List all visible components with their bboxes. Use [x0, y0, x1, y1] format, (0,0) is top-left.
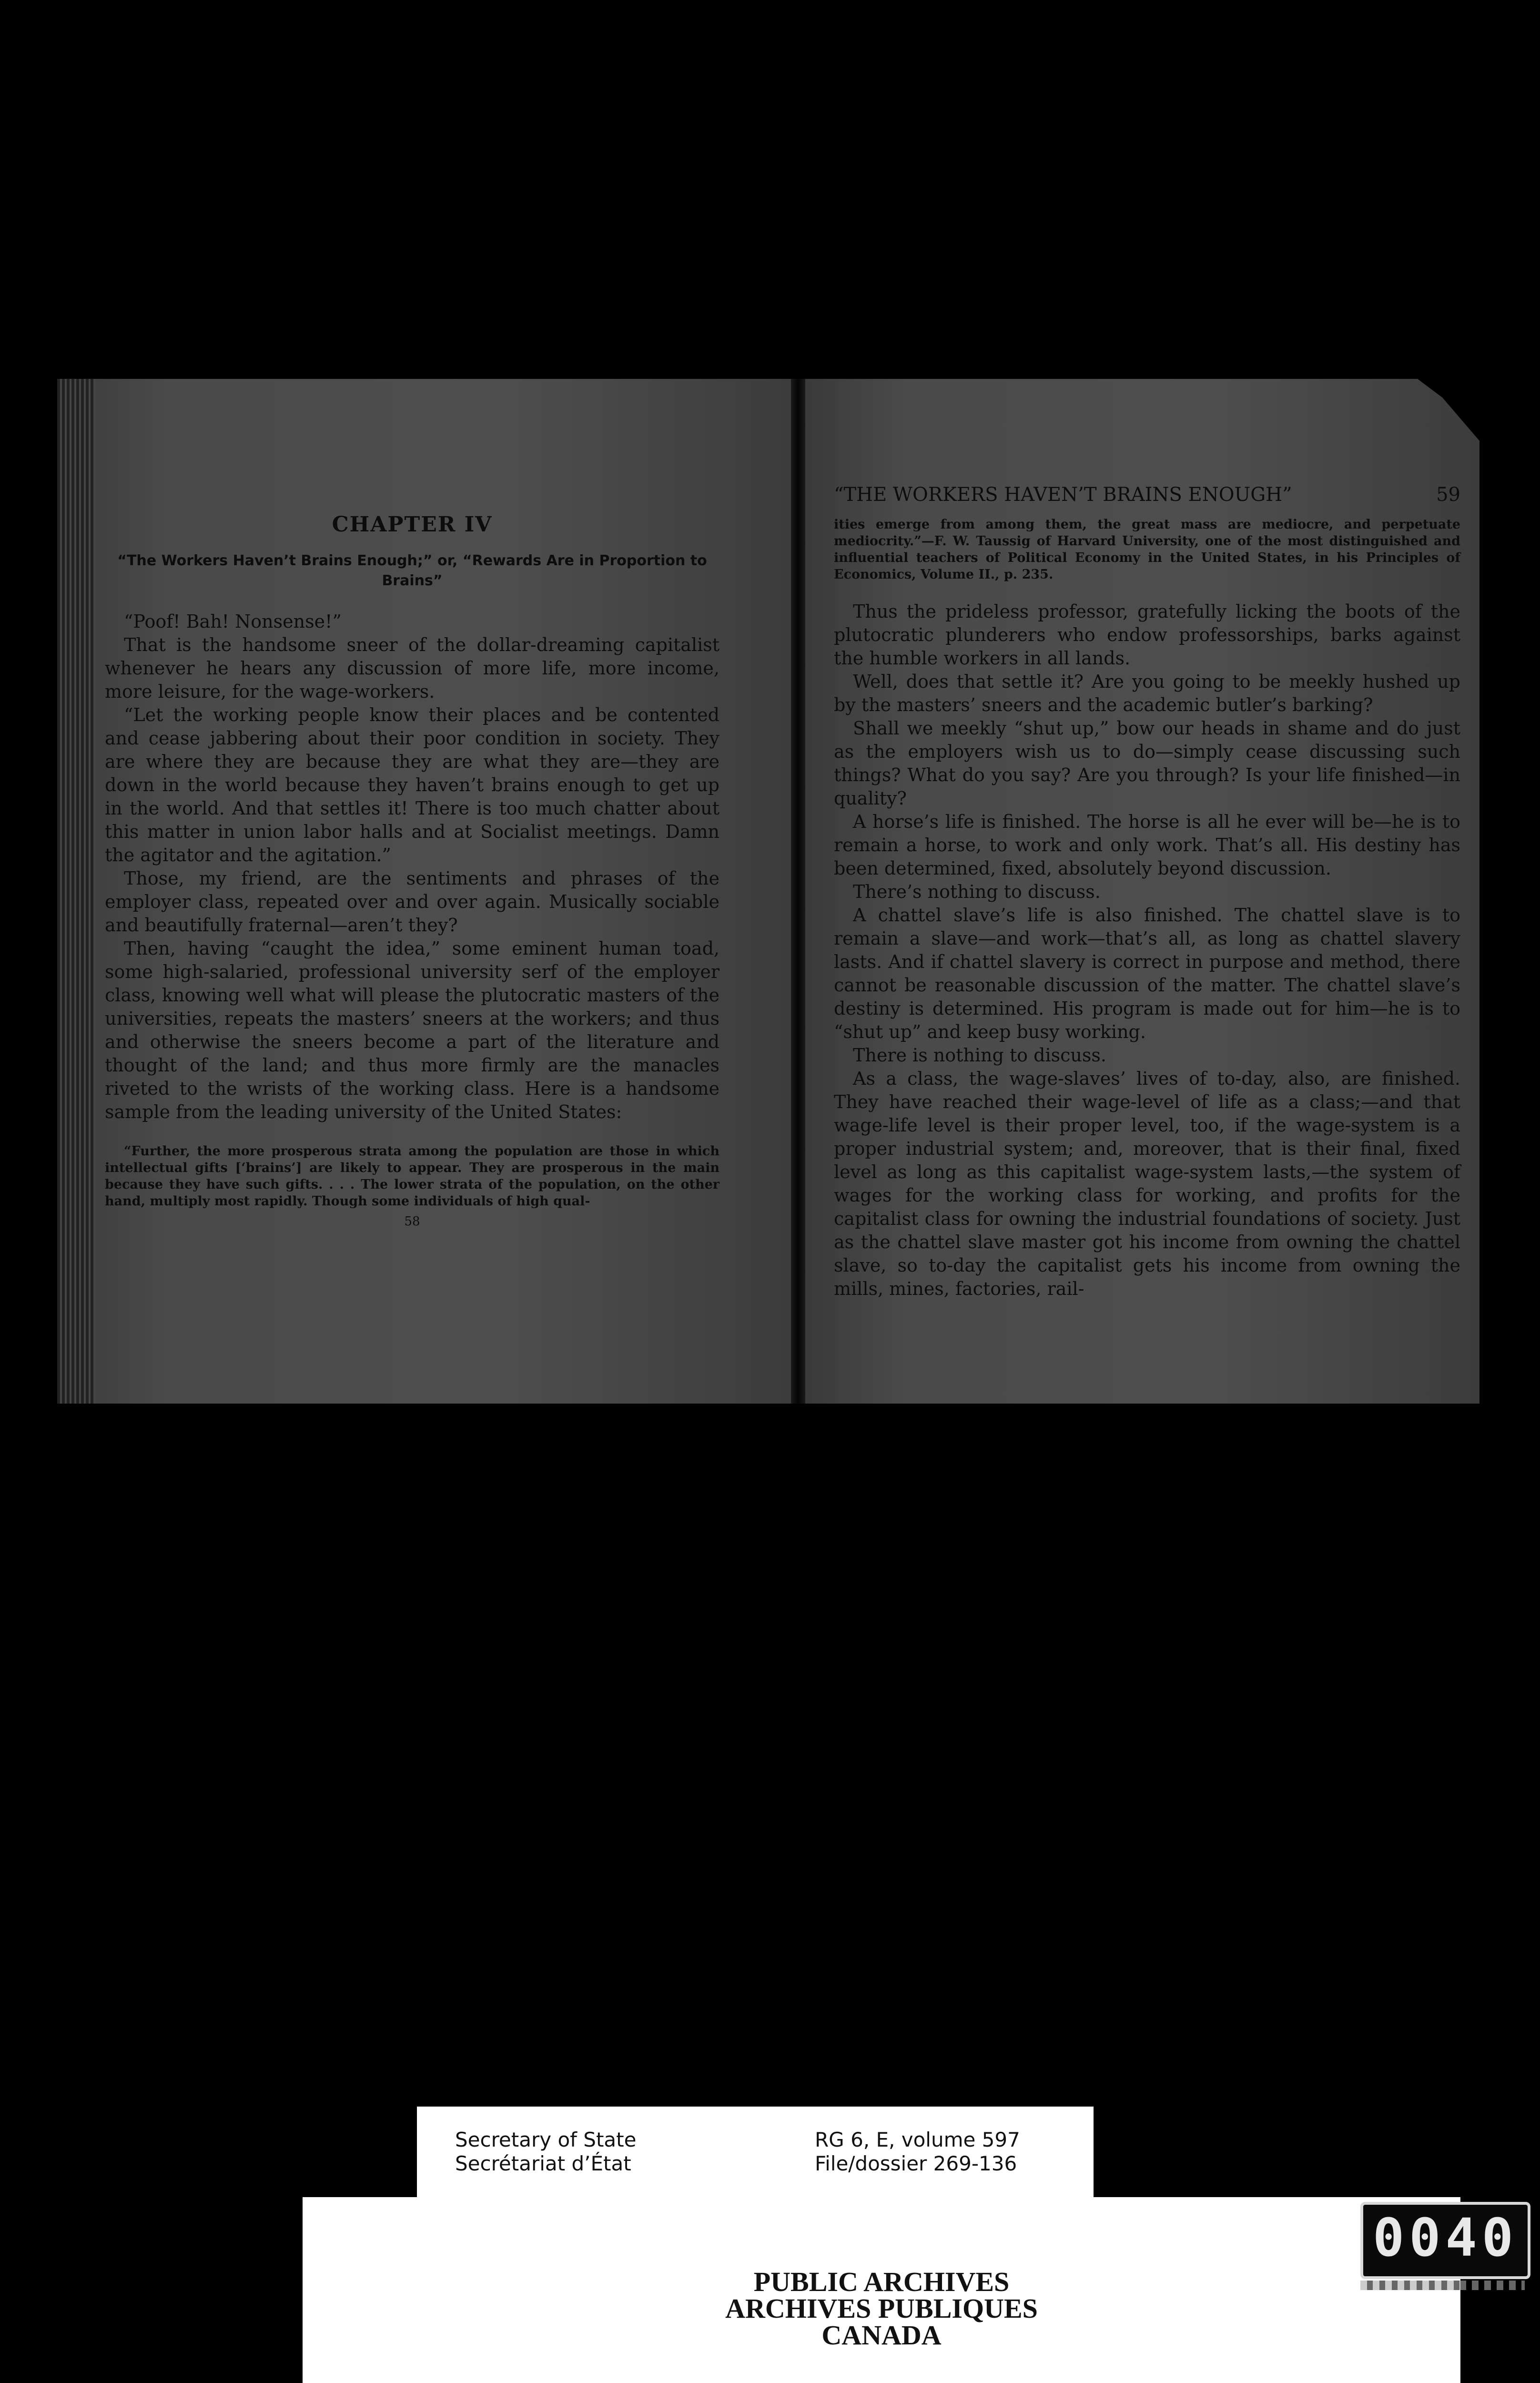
page-number-right: 59	[1436, 484, 1460, 506]
paragraph: There’s nothing to discuss.	[853, 881, 1101, 902]
archive-name-fr: ARCHIVES PUBLIQUES	[725, 2293, 1038, 2324]
paragraph: “Let the working people know their places and be contented and cease jabbering about their poor condition in society. They are where they are because they are what they are—they are down in the world because they haven’t brains enough to get up in the world. And that settles it! There is too much chatter about this matter in union labor halls and at Socialist meetings. Damn the agitator and the agitation.”	[105, 704, 719, 866]
page-edge	[57, 379, 95, 1404]
department-en: Secretary of State	[455, 2128, 637, 2151]
paragraph: Thus the prideless professor, gratefully licking the boots of the plutocratic plunderers who endow professorships, barks against the humble workers in all lands.	[834, 601, 1460, 669]
running-head-title: “THE WORKERS HAVEN’T BRAINS ENOUGH”	[834, 484, 1292, 506]
running-head	[834, 484, 1460, 506]
chapter-subtitle: “The Workers Haven’t Brains Enough;” or, “Rewards Are in Proportion to Brains”	[117, 552, 707, 589]
frame-counter: 0040	[1360, 2202, 1530, 2279]
paragraph: Shall we meekly “shut up,” bow our heads in shame and do just as the employers wish us to do—simply cease discussing such things? What do you say? Are you through? Is your life finished—in quality?	[834, 718, 1460, 809]
torn-corner	[1418, 379, 1479, 441]
record-group: RG 6, E, volume 597	[815, 2128, 1020, 2151]
paragraph: Those, my friend, are the sentiments and phrases of the employer class, repeated over and over again. Musically sociable and beautifully fraternal—aren’t they?	[105, 868, 719, 936]
left-body-text	[105, 610, 719, 1124]
archive-country: CANADA	[821, 2320, 942, 2351]
paragraph: There is nothing to discuss.	[853, 1045, 1106, 1066]
file-number: File/dossier 269-136	[815, 2152, 1017, 2175]
footnote-continuation: ities emerge from among them, the great mass are mediocre, and perpetuate mediocrity.”—F. W. Taussig of Harvard University, one of the most distinguished and influential teachers of Political Economy in the United States, in his Principles of Economics, Volume II., p. 235.	[834, 517, 1460, 582]
paragraph: Then, having “caught the idea,” some eminent human toad, some high-salaried, professional university serf of the employer class, knowing well what will please the plutocratic masters of the universities, repeats the masters’ sneers at the workers; and thus and otherwise the sneers become a part of the literature and thought of the land; and thus more firmly are the manacles riveted to the wrists of the working class. Here is a handsome sample from the leading university of the United States:	[105, 938, 719, 1122]
book-spread	[57, 379, 1479, 1404]
archive-name-en: PUBLIC ARCHIVES	[753, 2266, 1010, 2297]
paragraph: A horse’s life is finished. The horse is all he ever will be—he is to remain a horse, to work and only work. That’s all. His destiny has been determined, fixed, absolutely beyond discussion.	[834, 811, 1460, 879]
paragraph: As a class, the wage-slaves’ lives of to-day, also, are finished. They have reached their wage-level of life as a class;—and that wage-life level is their proper level, too, if the wage-system is a proper industrial system; and, moreover, that is their final, fixed level as long as this capitalist wage-system lasts,—the system of wages for the working class for working, and profits for the capitalist class for owning the industrial foundations of society. Just as the chattel slave master got his income from owning the chattel slave, so to-day the capitalist gets his income from owning the mills, mines, factories, rail-	[834, 1068, 1460, 1299]
page-number-left: 58	[404, 1214, 420, 1229]
right-page	[805, 379, 1479, 1404]
reference-label	[417, 2107, 1094, 2264]
footnote: “Further, the more prosperous strata among the population are those in which intellectual gifts [‘brains’] are likely to appear. They are prosperous in the main because they have such gifts. . . . The lower strata of the population, on the other hand, multiply most rapidly. Though some individuals of high qual-	[105, 1144, 719, 1209]
paragraph: A chattel slave’s life is also finished. The chattel slave is to remain a slave—and work—that’s all, as long as chattel slavery lasts. And if chattel slavery is correct in purpose and method, there cannot be reasonable discussion of the matter. The chattel slave’s destiny is determined. His program is made out for him—he is to “shut up” and keep busy working.	[834, 905, 1460, 1042]
left-page	[57, 379, 791, 1404]
paragraph: That is the handsome sneer of the dollar-dreaming capitalist whenever he hears any discussion of more life, more income, more leisure, for the wage-workers.	[105, 634, 719, 702]
film-sprocket-strip	[1360, 2281, 1525, 2290]
paragraph: Well, does that settle it? Are you going to be meekly hushed up by the masters’ sneers and the academic butler’s barking?	[834, 671, 1460, 715]
department-fr: Secrétariat d’État	[455, 2152, 631, 2175]
paragraph: “Poof! Bah! Nonsense!”	[124, 611, 342, 632]
book-gutter	[791, 379, 805, 1404]
right-body-text	[834, 600, 1460, 1301]
chapter-heading: CHAPTER IV	[332, 512, 493, 537]
